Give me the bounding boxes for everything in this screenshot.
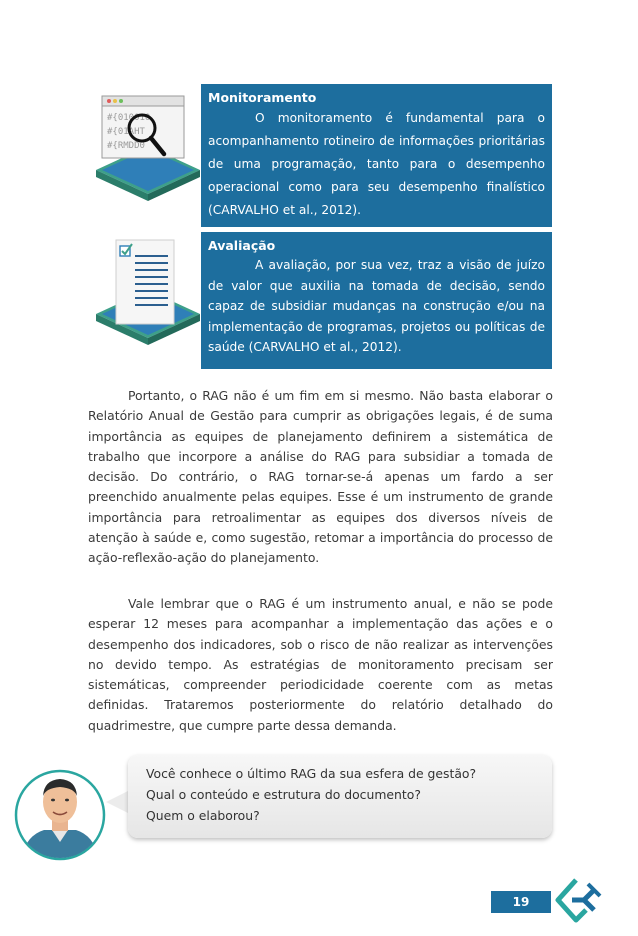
monitoramento-box [201, 84, 552, 227]
avaliacao-text: A avaliação, por sua vez, traz a visão de juízo de valor que auxilia na tomada de decisão, sendo capaz de subsidiar mudanças na construção e/ou na implementação de programas, projetos ou políticas de saúde (CARVALHO et al., 2012). [208, 258, 545, 354]
paragraph-2-text: Vale lembrar que o RAG é um instrumento anual, e não se pode esperar 12 meses para acompanhar a implementação das ações e o desempenho dos indicadores, sob o risco de não realizar as intervenções no devido tempo. As estratégias de monitoramento precisam ser sistemáticas, compreender periodicidade coerente com as metas definidas. Trataremos posteriormente do relatório detalhado do quadrimestre, que cumpre parte dessa demanda. [88, 596, 553, 733]
question-bubble [128, 755, 552, 838]
page-number: 19 [491, 891, 551, 913]
avatar [14, 766, 106, 864]
body-paragraph-1 [88, 386, 553, 569]
body-paragraph-2 [88, 594, 553, 736]
avaliacao-box [201, 232, 552, 369]
bubble-tail [106, 790, 130, 814]
monitoramento-text: O monitoramento é fundamental para o acompanhamento rotineiro de informações prioritárias de uma programação, tanto para o desempenho operacional como para seu desempenho finalístico (CARVALHO et al., 2012). [208, 111, 545, 217]
checklist-document-icon [88, 234, 203, 359]
paragraph-1-text: Portanto, o RAG não é um fim em si mesmo. Não basta elaborar o Relatório Anual de Gestão para cumprir as obrigações legais, é de suma importância as equipes de planejamento definirem a sistemática de trabalho que incorpore a análise do RAG para subsidiar a tomada de decisão. Do contrário, o RAG tornar-se-á apenas um fardo a ser preenchido anualmente pelas equipes. Esse é um instrumento de grande importância para retroalimentar as equipes dos diversos níveis de atenção à saúde e, como sugestão, retomar a importância do processo de ação-reflexão-ação do planejamento. [88, 388, 553, 566]
monitoring-illustration-icon [88, 88, 203, 218]
code-line-1: #{010010 [107, 113, 151, 123]
code-line-2: #{01AHT [107, 127, 145, 137]
bubble-line-1: Você conhece o último RAG da sua esfera de gestão? [146, 766, 477, 781]
avaliacao-title: Avaliação [208, 238, 276, 253]
bubble-line-3: Quem o elaborou? [146, 808, 260, 823]
logo-icon [548, 876, 604, 924]
monitoramento-title: Monitoramento [208, 90, 317, 105]
code-line-3: #{RMDD0 [107, 141, 145, 151]
bubble-line-2: Qual o conteúdo e estrutura do documento? [146, 787, 421, 802]
